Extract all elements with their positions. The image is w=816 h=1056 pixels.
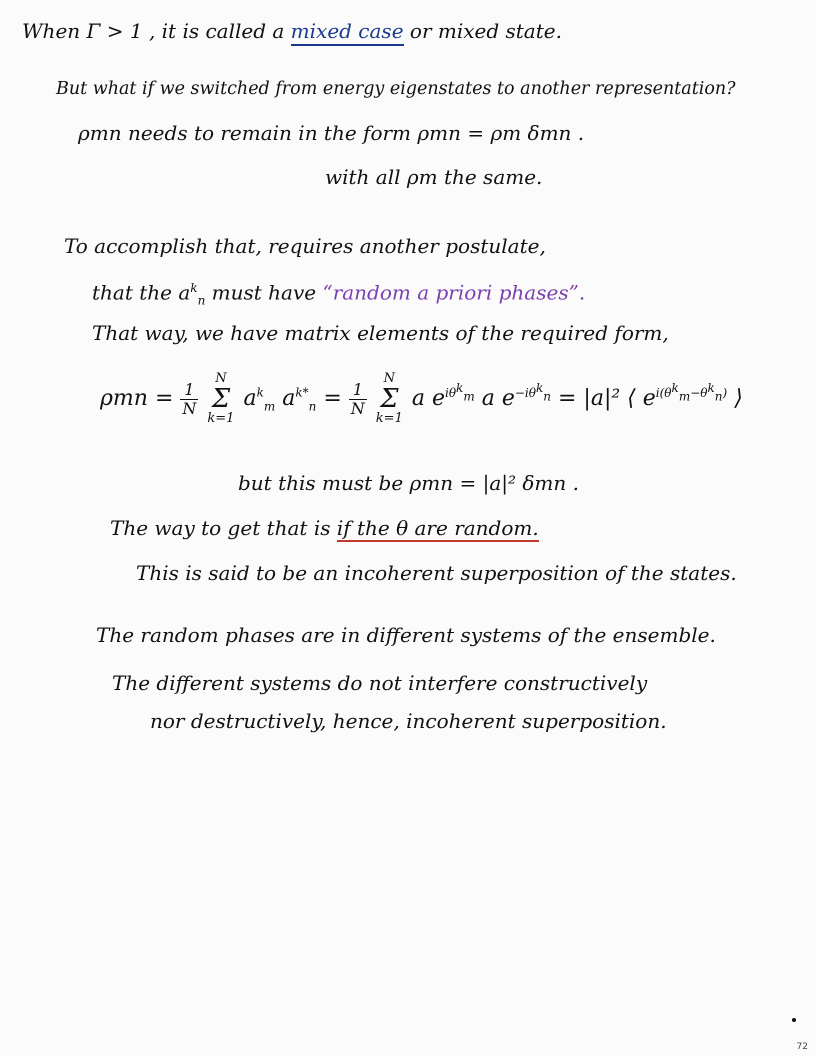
line-incoherent: This is said to be an incoherent superposition of the states. [136, 561, 737, 585]
page-number: 72 [796, 1042, 808, 1052]
line-must-be: but this must be ρmn = |a|² δmn . [238, 471, 579, 495]
fraction-one-over-n: $\frac{1}{N}$ [182, 379, 197, 418]
line-representation-question: But what if we switched from energy eigenstates to another representation? [56, 79, 736, 99]
line-destructively: nor destructively, hence, incoherent superposition. [150, 709, 667, 733]
random-theta-phrase: if the θ are random. [336, 516, 539, 540]
line-ensemble: The random phases are in different systems of the ensemble. [96, 623, 716, 647]
line-all-rho-same: with all ρm the same. [325, 165, 543, 189]
random-phases-phrase: “random a priori phases”. [322, 280, 586, 305]
mixed-case-term: mixed case [291, 19, 404, 46]
line-mixed-case: When Γ > 1 , it is called a mixed case or mixed state. [22, 18, 562, 44]
ink-dot [792, 1018, 796, 1022]
line-postulate: To accomplish that, requires another postulate, [64, 234, 546, 258]
summation-symbol: N Σ k=1 [207, 371, 235, 426]
density-matrix-formula: ρmn = $\frac{1}{N}$ N Σ k=1 $a^k_m$ $a^{k*}_n$ = $\frac{1}{N}$ N Σ k=1 a $e^{i\theta^k_m}$ a $e^{-i\theta^k_n} = |a|^2$ ⟨ $e^{i(\theta^k_m-\theta^k_n)}$ ⟩ [100, 371, 743, 426]
line-rho-form: ρmn needs to remain in the form ρmn = ρm δmn . [78, 121, 585, 145]
line-way-to-get: The way to get that is if the θ are random. [110, 516, 539, 540]
line-random-phases: that the $a^k_n$ must have “random a priori phases”. [92, 280, 586, 308]
line-matrix-elements: That way, we have matrix elements of the required form, [92, 321, 669, 345]
line-interfere: The different systems do not interfere constructively [112, 671, 648, 695]
